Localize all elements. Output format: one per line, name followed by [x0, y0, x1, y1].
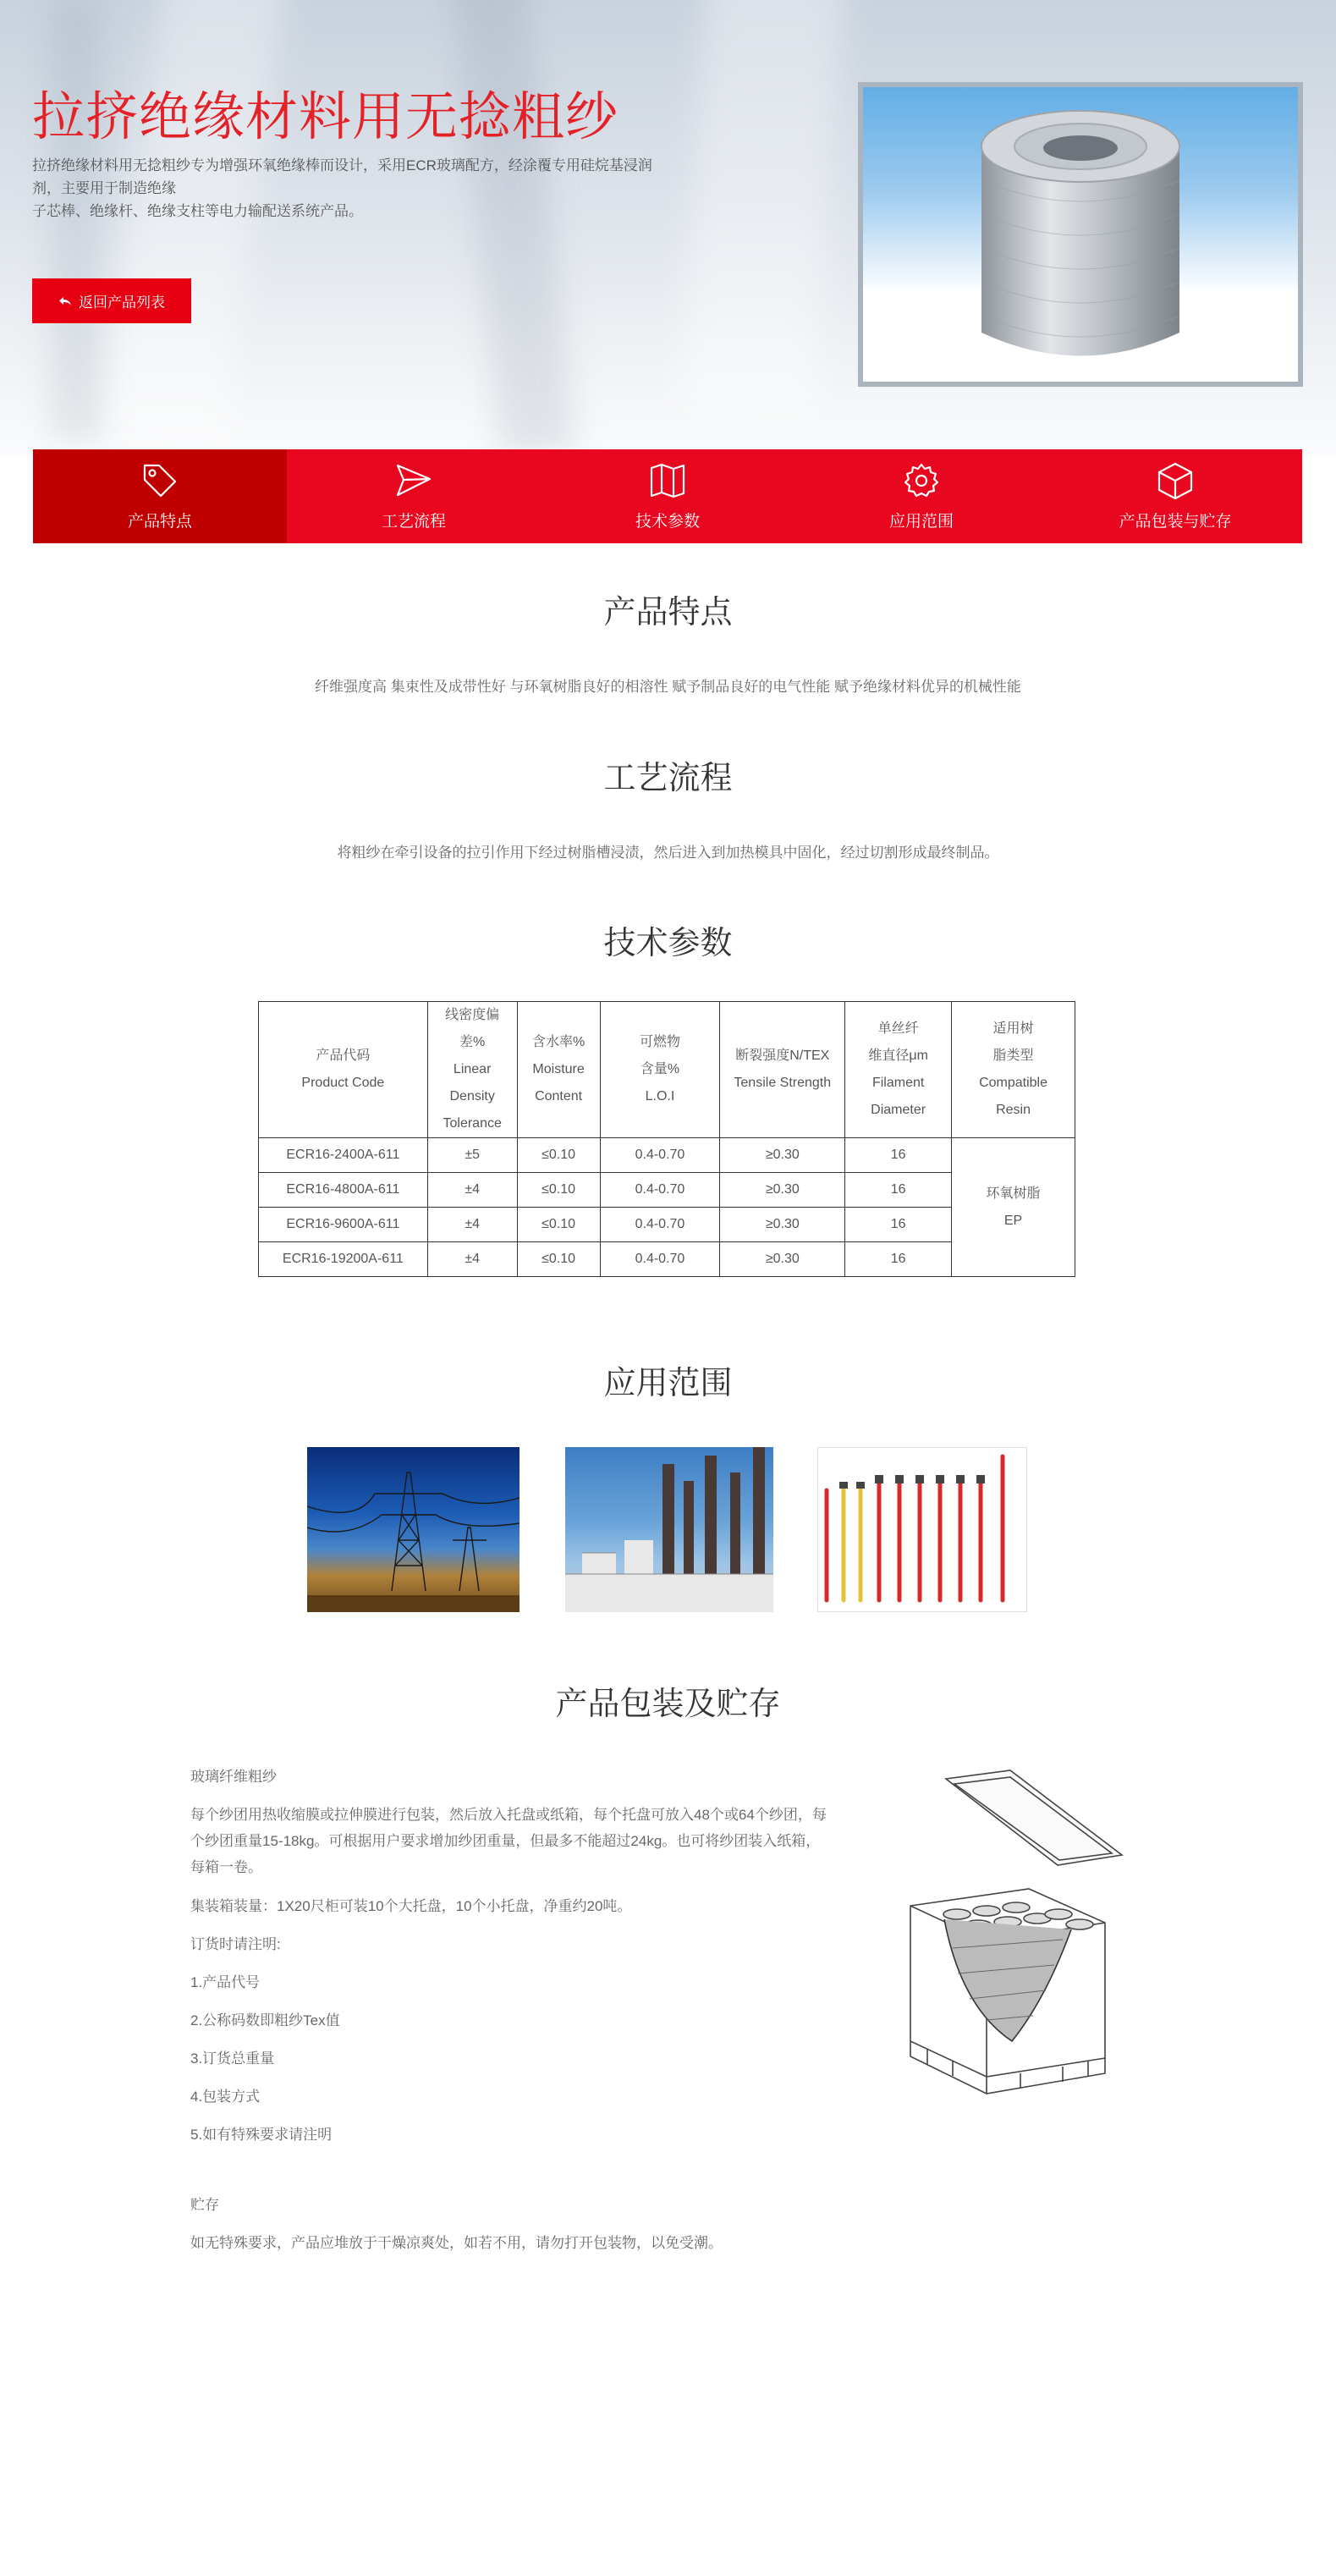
tab-label: 产品包装与贮存	[1119, 513, 1232, 531]
header-filament	[845, 1002, 952, 1138]
header-loi	[600, 1002, 720, 1138]
header-text: Content	[535, 1089, 583, 1104]
header-text: Resin	[996, 1103, 1031, 1117]
product-description-line: 拉挤绝缘材料用无捻粗纱专为增强环氧绝缘棒而设计，采用ECR玻璃配方，经涂覆专用硅烷基浸润剂，主要用于制造绝缘	[32, 157, 652, 196]
order-item: 2.公称码数即粗纱Tex值	[190, 2012, 340, 2028]
tab-process[interactable]	[287, 449, 541, 543]
header-linear-density	[427, 1002, 517, 1138]
order-item: 3.订货总重量	[190, 2050, 275, 2067]
table-cell: ≥0.30	[720, 1242, 845, 1277]
tab-application[interactable]	[794, 449, 1048, 543]
order-note-title: 订货时请注明:	[190, 1936, 281, 1952]
table-cell: 16	[845, 1208, 952, 1242]
tab-params[interactable]	[541, 449, 794, 543]
table-cell: ≤0.10	[517, 1208, 600, 1242]
header-text: Product Code	[301, 1076, 385, 1090]
header-text: 差%	[459, 1035, 486, 1049]
power-tower-image	[307, 1447, 520, 1612]
hero-background-streak	[679, 0, 844, 410]
packing-paragraph: 每个纱团用热收缩膜或拉伸膜进行包装，然后放入托盘或纸箱，每个托盘可放入48个或64个纱团，每个纱团重量15-18kg。可根据用户要求增加纱团重量，但最多不能超过24kg。也可将纱团装入纸箱，每箱一卷。	[190, 1807, 827, 1875]
header-text: 含水率%	[531, 1035, 586, 1049]
map-icon	[648, 461, 687, 500]
return-arrow-icon	[58, 294, 72, 308]
section-tab-bar	[33, 449, 1302, 543]
header-text: Linear	[453, 1062, 492, 1076]
header-text: 断裂强度N/TEX	[735, 1049, 830, 1063]
roving-spool-image	[863, 87, 1298, 382]
table-cell: ≥0.30	[720, 1138, 845, 1173]
packing-subtitle: 玻璃纤维粗纱	[190, 1769, 277, 1785]
product-description-line: 子芯棒、绝缘杆、绝缘支柱等电力输配送系统产品。	[32, 203, 363, 219]
storage-text: 如无特殊要求，产品应堆放于干燥凉爽处，如若不用，请勿打开包装物，以免受潮。	[190, 2235, 723, 2251]
spec-table	[258, 1001, 1075, 1277]
params-title: 技术参数	[603, 926, 733, 961]
resin-name: 环氧树脂	[986, 1186, 1041, 1201]
container-load-text: 集装箱装量：1X20尺柜可装10个大托盘，10个小托盘，净重约20吨。	[190, 1898, 632, 1914]
header-moisture	[517, 1002, 600, 1138]
header-text: Diameter	[871, 1103, 926, 1117]
header-text: 单丝纤	[877, 1021, 919, 1036]
table-cell: ECR16-19200A-611	[259, 1242, 428, 1277]
tab-packing[interactable]	[1048, 449, 1302, 543]
header-text: Tensile Strength	[734, 1076, 832, 1090]
table-cell: ±4	[427, 1173, 517, 1208]
substation-illustration	[565, 1447, 773, 1612]
header-product-code	[259, 1002, 428, 1138]
table-cell: ≥0.30	[720, 1208, 845, 1242]
header-text: Tolerance	[443, 1116, 502, 1131]
table-cell: ≤0.10	[517, 1173, 600, 1208]
table-cell: 0.4-0.70	[600, 1208, 720, 1242]
table-cell: 0.4-0.70	[600, 1242, 720, 1277]
table-cell: ±5	[427, 1138, 517, 1173]
header-text: 可燃物	[639, 1035, 680, 1049]
tab-label: 产品特点	[127, 513, 192, 531]
packing-box-image	[885, 1762, 1139, 2117]
insulating-rods-illustration	[818, 1448, 1026, 1611]
tab-label: 应用范围	[888, 513, 954, 531]
application-title: 应用范围	[603, 1366, 733, 1401]
process-text: 将粗纱在牵引设备的拉引作用下经过树脂槽浸渍，然后进入到加热模具中固化，经过切割形成最终制品。	[337, 845, 999, 861]
tab-features[interactable]	[33, 449, 287, 543]
features-text: 纤维强度高 集束性及成带性好 与环氧树脂良好的相溶性 赋予制品良好的电气性能 赋予绝缘材料优异的机械性能	[315, 679, 1021, 695]
header-text: Density	[449, 1089, 495, 1104]
features-title: 产品特点	[603, 595, 733, 630]
header-text: L.O.I	[645, 1089, 675, 1104]
header-text: Moisture	[532, 1062, 585, 1076]
back-to-list-label: 返回产品列表	[79, 294, 165, 311]
table-cell: ECR16-4800A-611	[259, 1173, 428, 1208]
back-to-list-button[interactable]	[32, 278, 191, 323]
table-cell: ≤0.10	[517, 1242, 600, 1277]
power-tower-illustration	[307, 1447, 520, 1612]
order-item: 1.产品代号	[190, 1974, 261, 1990]
gear-icon	[902, 461, 941, 500]
resin-code: EP	[1003, 1213, 1023, 1228]
page-title: 拉挤绝缘材料用无捻粗纱	[32, 88, 619, 146]
table-cell: 16	[845, 1138, 952, 1173]
tab-label: 工艺流程	[381, 513, 446, 531]
send-icon	[394, 461, 433, 500]
hero-background-streak	[448, 0, 576, 457]
table-cell: 16	[845, 1242, 952, 1277]
header-tensile	[720, 1002, 845, 1138]
table-cell: ±4	[427, 1208, 517, 1242]
hero-background-streak	[103, 0, 287, 446]
table-cell: 0.4-0.70	[600, 1173, 720, 1208]
product-image	[858, 82, 1303, 387]
insulating-rods-image	[817, 1447, 1027, 1612]
tag-icon	[140, 461, 179, 500]
order-item: 5.如有特殊要求请注明	[190, 2127, 333, 2143]
header-text: 脂类型	[992, 1049, 1034, 1063]
storage-title: 贮存	[190, 2197, 219, 2213]
table-cell: ECR16-9600A-611	[259, 1208, 428, 1242]
table-cell: ≥0.30	[720, 1173, 845, 1208]
tab-label: 技术参数	[635, 513, 700, 531]
header-text: 维直径μm	[868, 1049, 928, 1063]
header-text: 产品代码	[316, 1049, 371, 1063]
table-row	[259, 1138, 1075, 1173]
packing-title: 产品包装及贮存	[555, 1687, 781, 1722]
product-description	[32, 154, 675, 223]
table-cell: 16	[845, 1173, 952, 1208]
table-cell: 0.4-0.70	[600, 1138, 720, 1173]
resin-cell	[952, 1138, 1075, 1277]
header-text: 含量%	[640, 1062, 680, 1076]
packing-box-illustration	[885, 1762, 1139, 2117]
box-icon	[1156, 461, 1195, 500]
header-text: Compatible	[979, 1076, 1047, 1090]
table-cell: ≤0.10	[517, 1138, 600, 1173]
table-cell: ECR16-2400A-611	[259, 1138, 428, 1173]
process-title: 工艺流程	[603, 761, 733, 796]
order-item: 4.包装方式	[190, 2089, 261, 2105]
header-text: 线密度偏	[445, 1008, 500, 1022]
header-text: Filament	[871, 1076, 925, 1090]
table-cell: ±4	[427, 1242, 517, 1277]
table-header-row	[259, 1002, 1075, 1138]
substation-image	[565, 1447, 773, 1612]
header-resin	[952, 1002, 1075, 1138]
header-text: 适用树	[992, 1021, 1034, 1036]
